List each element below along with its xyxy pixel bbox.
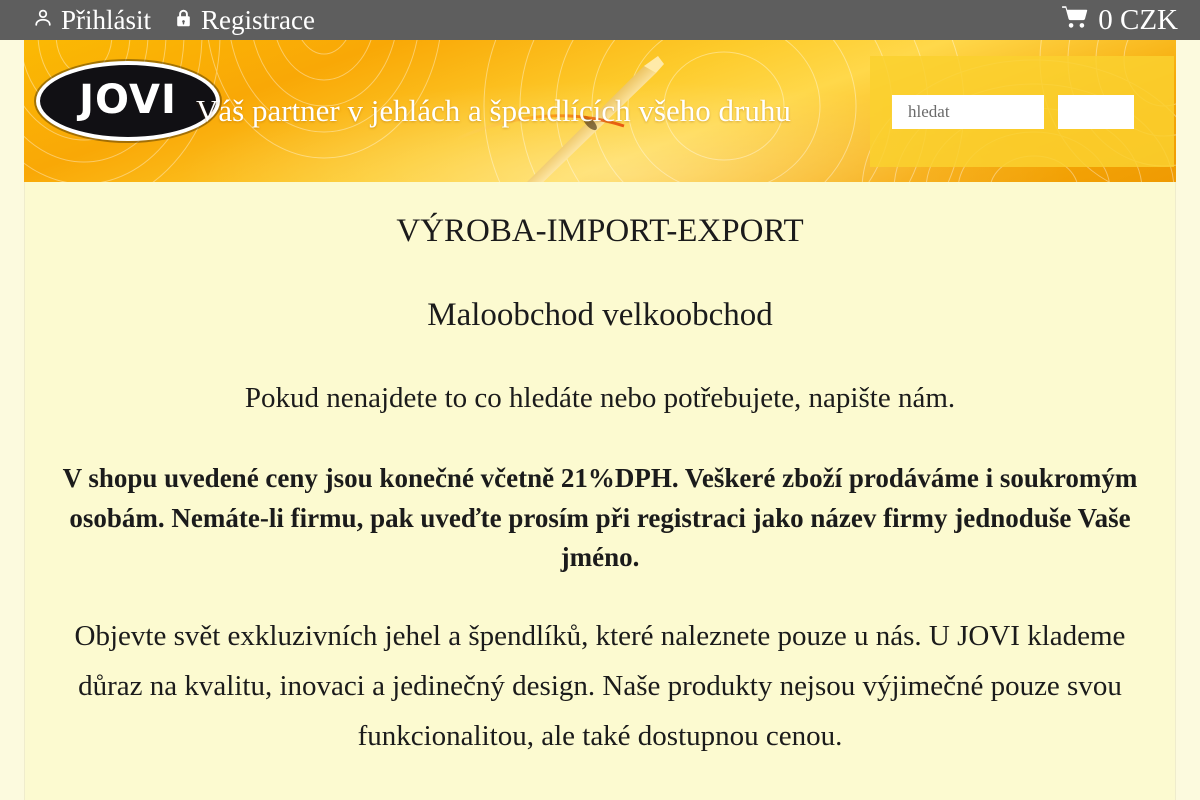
site-logo[interactable] bbox=[36, 61, 220, 141]
main-content bbox=[25, 182, 1175, 761]
site-logo-text: JOVI bbox=[79, 77, 177, 123]
cart-total-label: 0 CZK bbox=[1098, 3, 1178, 36]
intro-paragraph: Objevte svět exkluzivních jehel a špendlíků, které naleznete pouze u nás. U JOVI klademe důraz na kvalitu, inovaci a jedinečný design. Naše produkty nejsou výjimečné pouze svou funkcionalitou, ale také dostupnou cenou. bbox=[74, 619, 1126, 753]
page-subtitle: Maloobchod velkoobchod bbox=[427, 296, 773, 333]
user-account-icon bbox=[32, 7, 54, 34]
site-slogan: Váš partner v jehlách a špendlících všeho druhu bbox=[196, 93, 791, 128]
shopping-cart-icon bbox=[1061, 5, 1088, 35]
page-title: VÝROBA-IMPORT-EXPORT bbox=[396, 213, 804, 249]
vat-notice: V shopu uvedené ceny jsou konečné včetně 21%DPH. Veškeré zboží prodáváme i soukromým osobám. Nemáte-li firmu, pak uveďte prosím při registraci jako název firmy jednoduše Vaše jméno. bbox=[62, 463, 1138, 572]
site-banner bbox=[24, 40, 1176, 182]
search-submit-button[interactable] bbox=[1058, 95, 1134, 129]
lock-icon bbox=[173, 7, 194, 34]
top-utility-bar-left bbox=[32, 4, 315, 35]
register-link[interactable] bbox=[173, 4, 315, 35]
top-utility-bar bbox=[0, 0, 1200, 40]
login-link[interactable] bbox=[32, 4, 152, 35]
register-label: Registrace bbox=[201, 4, 315, 35]
login-label: Přihlásit bbox=[61, 4, 152, 35]
search-input[interactable] bbox=[892, 95, 1044, 129]
search-panel bbox=[870, 56, 1174, 167]
cart-link[interactable] bbox=[1061, 5, 1178, 35]
page-container bbox=[24, 182, 1176, 800]
contact-note: Pokud nenajdete to co hledáte nebo potřebujete, napište nám. bbox=[244, 382, 956, 415]
